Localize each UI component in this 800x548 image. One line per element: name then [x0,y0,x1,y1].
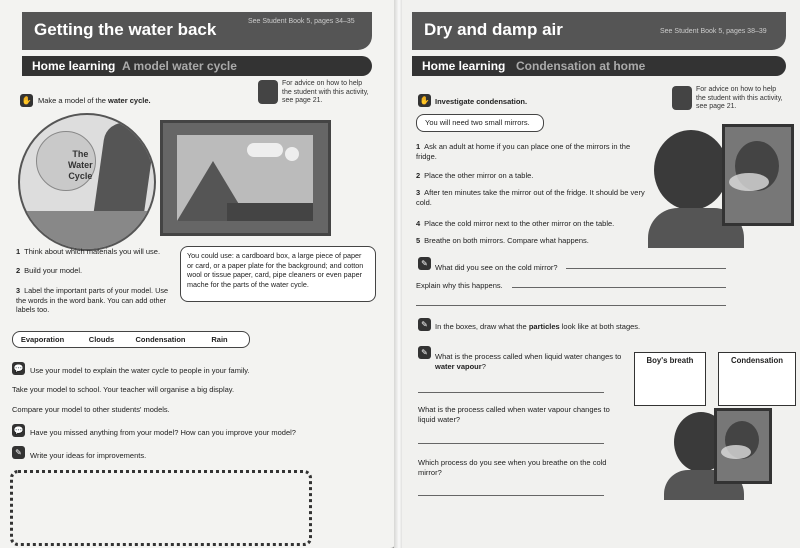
left-book-reference: See Student Book 5, pages 34–35 [248,18,355,25]
right-step-2: 2 Place the other mirror on a table. [416,171,534,180]
condensation-drawing-box[interactable] [718,352,796,406]
left-step-2: 2 Build your model. [16,266,83,275]
water-cycle-box-illustration [160,120,331,236]
left-paragraph-write: Write your ideas for improvements. [30,451,147,460]
materials-needed-box [416,114,544,132]
answer-line[interactable] [418,495,604,496]
right-advice-text: For advice on how to help the student with this activity, see page 21. [696,86,783,110]
ideas-writing-box[interactable] [10,470,312,546]
pencil-icon: ✎ [12,446,25,459]
left-page [0,0,396,548]
word-bank [12,331,250,348]
answer-line[interactable] [418,443,604,444]
right-step-1: 1 Ask an adult at home if you can place one of the mirrors in the fridge. [416,142,631,161]
left-advice-text: For advice on how to help the student with this activity, see page 21. [282,80,369,104]
hand-icon: ✋ [419,96,430,105]
word-bank-item: Clouds [88,335,115,344]
question-particles: In the boxes, draw what the particles look like at both stages. [435,322,641,331]
left-paragraph-explain: Use your model to explain the water cycle to people in your family. [30,366,250,375]
right-step-4: 4 Place the cold mirror next to the other mirror on the table. [416,219,615,228]
word-bank-item: Rain [211,335,228,344]
left-home-learning-bar [22,56,372,76]
right-home-learning-label: Home learning [422,59,506,73]
right-home-learning-topic: Condensation at home [516,59,646,73]
question-condensation: What is the process called when water vapour changes to liquid water? [418,405,610,424]
materials-suggestion-box [180,246,376,302]
question-cold-mirror: What did you see on the cold mirror? [435,263,558,272]
left-paragraph-compare: Compare your model to other students' models. [12,405,170,414]
question-explain: Explain why this happens. [416,281,503,290]
left-task [38,96,151,106]
speech-bubble-icon: 💬 [13,364,24,373]
pencil-icon: ✎ [418,318,431,331]
right-title-bar [412,12,786,50]
parent-child-icon [672,86,692,110]
pencil-icon: ✎ [418,257,431,270]
hand-icon: ✋ [21,96,32,105]
word-bank-item: Evaporation [20,335,65,344]
answer-line[interactable] [566,268,726,269]
word-bank-item: Condensation [135,335,186,344]
boy-mirror-small-illustration [660,404,800,500]
condensation-label: Condensation [731,356,783,365]
left-page-title: Getting the water back [34,20,217,39]
answer-line[interactable] [416,305,726,306]
answer-line[interactable] [418,392,604,393]
question-breathe: Which process do you see when you breathe on the cold mirror? [418,458,607,477]
right-page-title: Dry and damp air [424,20,563,39]
right-page [402,0,800,548]
question-evaporation: What is the process called when liquid water changes to water vapour? [435,352,622,371]
left-paragraph-school: Take your model to school. Your teacher will organise a big display. [12,385,235,394]
answer-line[interactable] [512,287,726,288]
materials-suggestion-text: You could use: a cardboard box, a large piece of paper or card, or a paper plate for the background; and cotton wool or tissue paper, card, pipe cleaners or even paper mache for the parts of the water cycle. [187,251,364,289]
left-home-learning-topic: A model water cycle [122,59,237,73]
left-paragraph-improve: Have you missed anything from your model? How can you improve your model? [30,428,296,437]
left-task-bold: water cycle. [108,96,151,105]
right-book-reference: See Student Book 5, pages 38–39 [660,28,767,35]
right-task: Investigate condensation. [435,97,528,106]
boys-breath-drawing-box[interactable] [634,352,706,406]
boy-breathing-on-mirror-illustration [648,124,790,248]
left-title-bar [22,12,372,50]
right-home-learning-bar [412,56,786,76]
water-cycle-plate-illustration [18,113,156,251]
right-step-5: 5 Breathe on both mirrors. Compare what happens. [416,236,589,245]
left-step-3: 3 Label the important parts of your model. Use the words in the word bank. You can add other labels too. [16,286,169,314]
parent-child-icon [258,80,278,104]
water-cycle-label: The Water Cycle [68,149,93,181]
speech-bubble-icon: 💬 [13,426,24,435]
left-task-text: Make a model of the [38,96,109,105]
materials-needed-text: You will need two small mirrors. [425,118,530,127]
boys-breath-label: Boy's breath [646,356,694,365]
pencil-icon: ✎ [418,346,431,359]
left-step-1: 1 Think about which materials you will use. [16,247,161,256]
right-step-3: 3 After ten minutes take the mirror out of the fridge. It should be very cold. [416,188,645,207]
left-home-learning-label: Home learning [32,59,116,73]
